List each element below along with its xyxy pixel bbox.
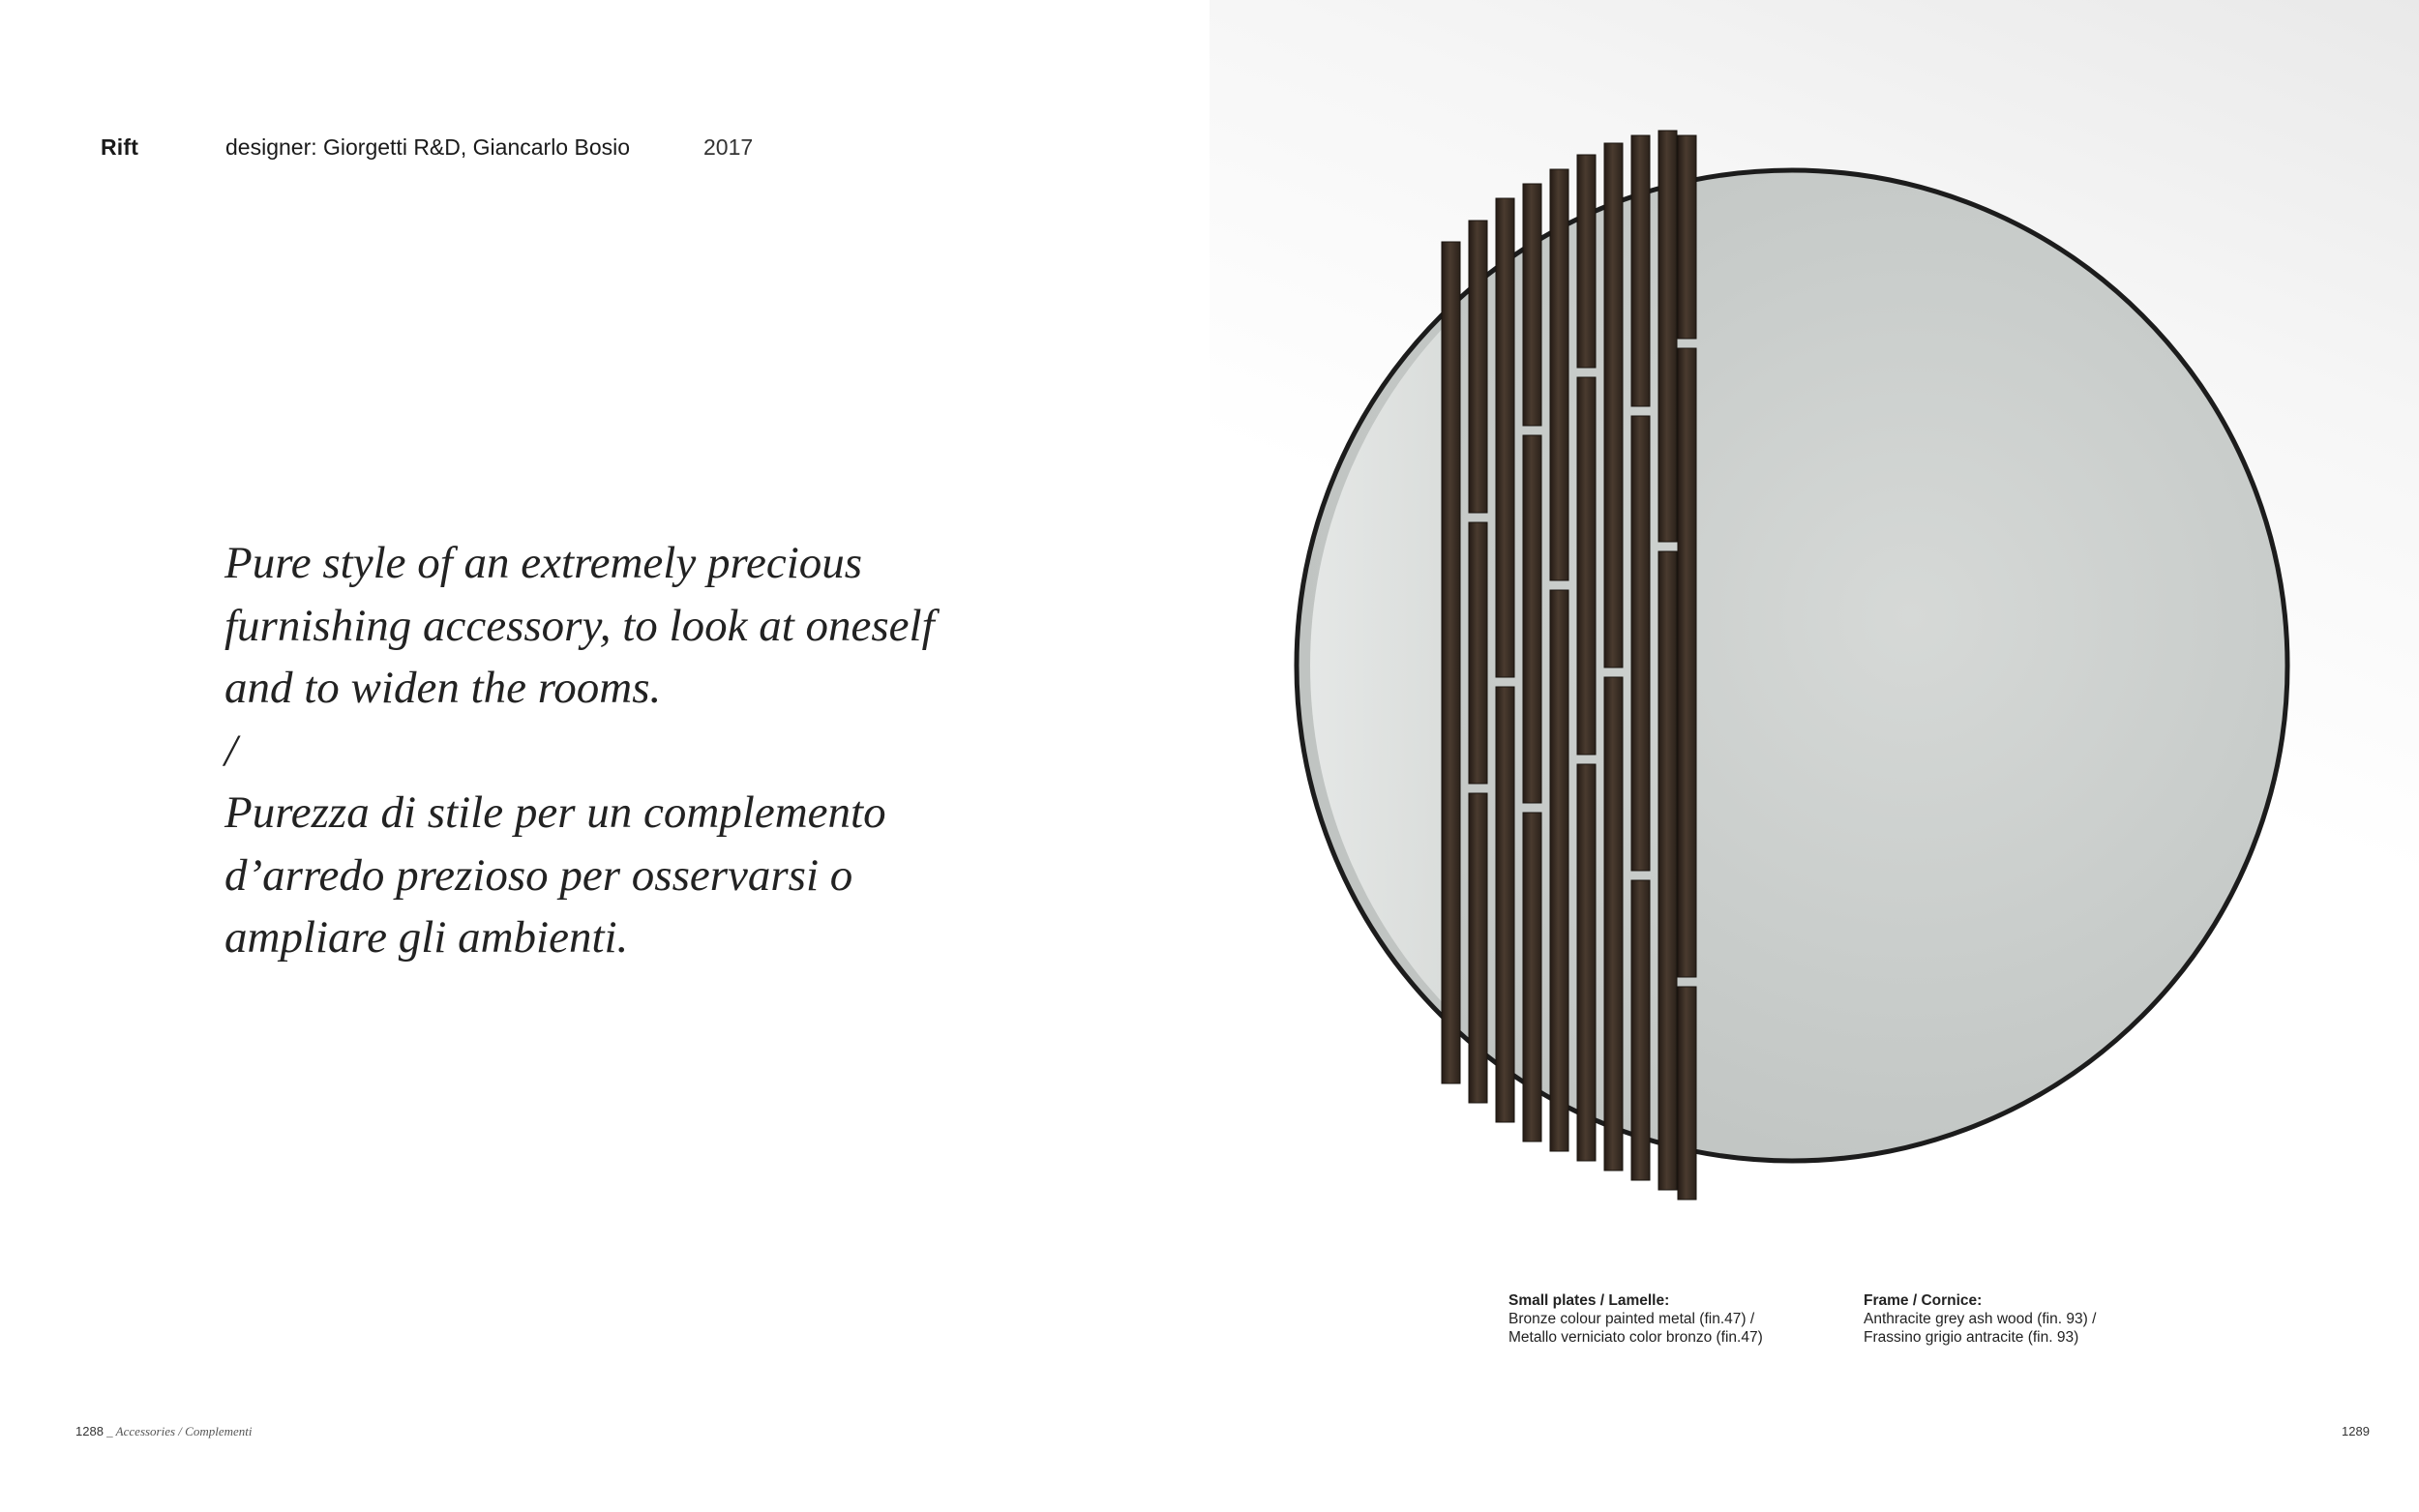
caption-title: Small plates / Lamelle: — [1508, 1292, 1670, 1309]
quote-line: ampliare gli ambienti. — [224, 912, 629, 963]
bronze-plate — [1550, 169, 1568, 580]
footer-left — [75, 1424, 253, 1439]
quote-line: and to widen the rooms. — [224, 663, 662, 713]
bronze-plate — [1577, 377, 1596, 755]
bronze-plate — [1678, 348, 1696, 977]
section-name: _ Accessories / Complementi — [103, 1424, 253, 1438]
quote-line: Pure style of an extremely precious — [224, 538, 863, 588]
bronze-plate — [1523, 184, 1541, 426]
bronze-plate — [1523, 813, 1541, 1141]
bronze-plates — [1442, 131, 1696, 1200]
bronze-plate — [1631, 135, 1650, 406]
quote-line: d’arredo prezioso per osservarsi o — [224, 849, 853, 901]
bronze-plate — [1604, 143, 1623, 667]
bronze-plate — [1577, 155, 1596, 368]
bronze-plate — [1658, 551, 1677, 1190]
bronze-plate — [1523, 435, 1541, 803]
quote-line: Purezza di stile per un complemento — [224, 787, 886, 838]
caption-frame — [1864, 1291, 2096, 1347]
designer-credit: designer: Giorgetti R&D, Giancarlo Bosio — [225, 134, 631, 160]
quote-separator: / — [224, 725, 238, 776]
caption-small-plates — [1508, 1291, 1763, 1347]
bronze-plate — [1469, 522, 1487, 784]
bronze-plate — [1442, 242, 1460, 1083]
caption-line: Metallo verniciato color bronzo (fin.47) — [1508, 1329, 1763, 1346]
product-quote — [224, 532, 999, 969]
bronze-plate — [1604, 677, 1623, 1171]
bronze-plate — [1469, 221, 1487, 513]
bronze-plate — [1496, 198, 1514, 677]
bronze-plate — [1469, 793, 1487, 1103]
caption-line: Anthracite grey ash wood (fin. 93) / — [1864, 1311, 2097, 1327]
bronze-plate — [1658, 131, 1677, 542]
bronze-plate — [1631, 880, 1650, 1180]
bronze-plate — [1678, 987, 1696, 1200]
bronze-plate — [1577, 764, 1596, 1161]
bronze-plate — [1496, 687, 1514, 1122]
bronze-plate — [1550, 590, 1568, 1151]
page-number-right: 1289 — [2342, 1424, 2370, 1438]
product-name: Rift — [101, 134, 139, 160]
bronze-plate — [1678, 135, 1696, 339]
rift-mirror-image — [1258, 97, 2342, 1238]
bronze-plate — [1631, 416, 1650, 871]
product-year: 2017 — [703, 134, 754, 160]
page-number-left: 1288 — [75, 1424, 104, 1438]
caption-line: Bronze colour painted metal (fin.47) / — [1508, 1311, 1755, 1327]
quote-line: furnishing accessory, to look at oneself — [224, 600, 935, 651]
mirror-reflection — [1310, 319, 1451, 1012]
caption-title: Frame / Cornice: — [1864, 1292, 1983, 1309]
caption-line: Frassino grigio antracite (fin. 93) — [1864, 1329, 2079, 1346]
